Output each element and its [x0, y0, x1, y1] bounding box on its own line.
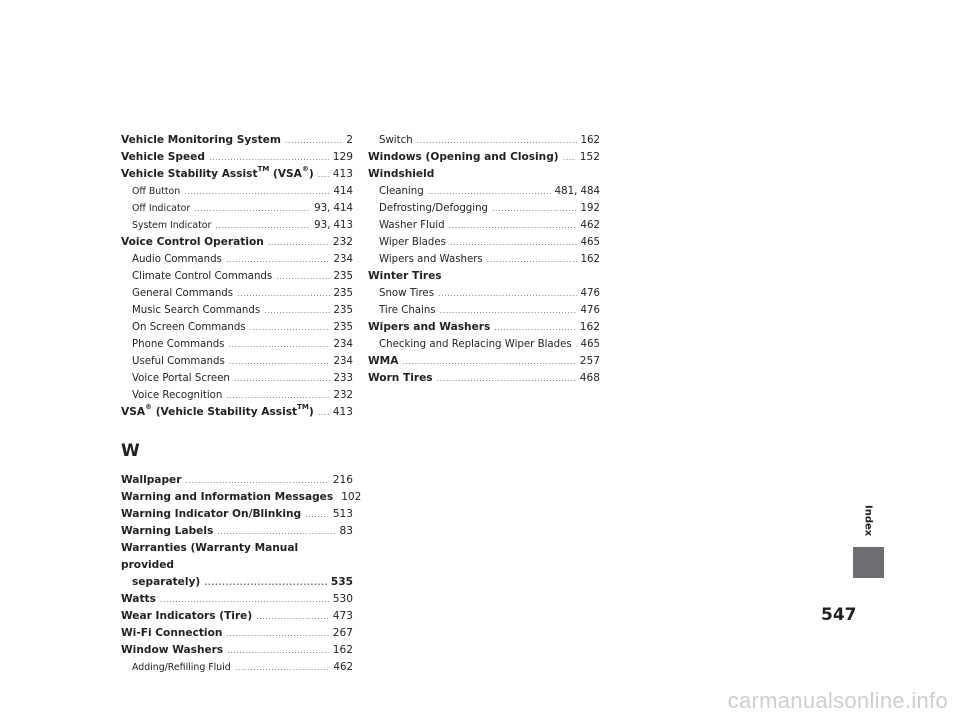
index-entry [121, 506, 353, 523]
index-entry [368, 336, 600, 353]
entry-text: Phone Commands [132, 339, 225, 350]
entry-text: Snow Tires [379, 288, 435, 299]
index-heading-winter-tires: Winter Tires [368, 270, 442, 282]
index-entry [121, 625, 353, 642]
page-ref: 462 [580, 220, 600, 231]
index-entry [368, 149, 600, 166]
page-ref: 413 [332, 406, 353, 418]
leader-dots [228, 336, 329, 353]
entry-text: Climate Control Commands [132, 271, 273, 282]
index-heading-windshield: Windshield [368, 168, 435, 180]
entry-text: Wi-Fi Connection [121, 627, 223, 639]
entry-text: Warning Indicator On/Blinking [121, 508, 302, 520]
index-column-right [368, 132, 600, 387]
leader-dots [237, 285, 329, 302]
leader-dots [217, 523, 335, 540]
entry-text: Wear Indicators (Tire) [121, 610, 253, 622]
leader-dots [285, 132, 342, 149]
leader-dots [494, 319, 575, 336]
leader-dots [440, 302, 577, 319]
page-ref: 413 [332, 168, 353, 180]
page-ref: 129 [332, 151, 353, 163]
entry-text: Vehicle Speed [121, 151, 205, 163]
leader-dots [160, 591, 329, 608]
page-ref: 152 [579, 151, 600, 163]
page-ref: 234 [333, 254, 353, 265]
index-entry [121, 608, 353, 625]
index-group [121, 591, 353, 676]
page-ref: 481, 484 [554, 186, 600, 197]
leader-dots [428, 183, 551, 200]
index-entry [121, 489, 362, 506]
leader-dots [563, 149, 576, 166]
page-ref: 162 [332, 644, 353, 656]
leader-dots [449, 217, 577, 234]
entry-text: On Screen Commands [132, 322, 246, 333]
index-column-left [121, 132, 362, 676]
index-entry [368, 234, 600, 251]
watermark: carmanualsonline.info [727, 688, 948, 713]
page-ref: 233 [333, 373, 353, 384]
page-ref: 465 [580, 237, 600, 248]
index-entry [368, 370, 600, 387]
page-ref: 473 [332, 610, 353, 622]
page-ref: 232 [333, 390, 353, 401]
index-entry [368, 302, 600, 319]
page-ref: 267 [332, 627, 353, 639]
index-entry [121, 268, 353, 285]
page-ref: 216 [332, 474, 353, 486]
index-entry [121, 149, 353, 166]
index-entry [121, 166, 353, 183]
index-group [368, 183, 600, 268]
index-entry [121, 370, 353, 387]
index-entry [121, 387, 353, 404]
leader-dots [268, 234, 329, 251]
leader-dots [487, 251, 577, 268]
leader-dots [450, 234, 577, 251]
index-entry [121, 336, 353, 353]
leader-dots [227, 642, 329, 659]
entry-text: Adding/Refilling Fluid [132, 662, 231, 673]
leader-dots [234, 370, 330, 387]
index-entry [121, 217, 353, 234]
entry-text: Off Button [132, 186, 181, 197]
index-entry [368, 353, 600, 370]
page-ref: 535 [330, 576, 353, 588]
entry-text: Music Search Commands [132, 305, 261, 316]
leader-dots [256, 608, 329, 625]
leader-dots [318, 404, 329, 421]
index-entry [121, 353, 353, 370]
letter-heading: W [121, 441, 140, 461]
entry-text: VSA® (Vehicle Stability Assist™) [121, 403, 314, 418]
index-entry-warranties [121, 540, 353, 591]
entry-text: Washer Fluid [379, 220, 445, 231]
leader-dots [318, 166, 329, 183]
page-ref: 83 [339, 525, 353, 537]
leader-dots [276, 268, 329, 285]
entry-text: Vehicle Stability Assist™ (VSA®) [121, 165, 314, 180]
index-entry [368, 132, 600, 149]
entry-text: Watts [121, 593, 156, 605]
leader-dots [226, 625, 328, 642]
entry-text: Switch [379, 135, 413, 146]
entry-text: Audio Commands [132, 254, 222, 265]
page-ref: 476 [580, 288, 600, 299]
page-ref: 476 [580, 305, 600, 316]
entry-text: Windows (Opening and Closing) [368, 151, 559, 163]
page-ref: 162 [579, 321, 600, 333]
leader-dots [576, 336, 577, 353]
index-entry [121, 472, 353, 489]
page-number: 547 [821, 605, 857, 625]
leader-dots [184, 183, 329, 200]
page-ref: 235 [333, 271, 353, 282]
index-entry [121, 642, 353, 659]
page-ref: 235 [333, 322, 353, 333]
entry-text: Cleaning [379, 186, 424, 197]
page-ref: 2 [346, 134, 353, 146]
index-entry [121, 302, 353, 319]
entry-text: Warning and Information Messages [121, 491, 334, 503]
index-entry [121, 285, 353, 302]
section-tab-marker [853, 547, 884, 578]
page-ref: 232 [332, 236, 353, 248]
leader-dots [402, 353, 575, 370]
leader-dots [226, 387, 329, 404]
leader-dots [185, 472, 328, 489]
index-group [368, 285, 600, 387]
leader-dots [226, 251, 330, 268]
entry-text: Off Indicator [132, 203, 191, 214]
entry-text: Voice Recognition [132, 390, 223, 401]
leader-dots [215, 217, 310, 234]
page-ref: 257 [579, 355, 600, 367]
entry-text: Wallpaper [121, 474, 182, 486]
page-ref: 414 [333, 186, 353, 197]
leader-dots [229, 353, 330, 370]
index-entry [121, 659, 353, 676]
entry-text: General Commands [132, 288, 234, 299]
page-ref: 162 [580, 135, 600, 146]
index-entry [368, 251, 600, 268]
leader-dots [437, 370, 576, 387]
leader-dots [250, 319, 330, 336]
index-entry [121, 234, 353, 251]
entry-text: Checking and Replacing Wiper Blades [379, 339, 572, 350]
leader-dots [209, 149, 329, 166]
leader-dots [305, 506, 329, 523]
leader-dots [417, 132, 577, 149]
page-ref: 235 [333, 305, 353, 316]
entry-text: System Indicator [132, 220, 212, 231]
index-group [368, 132, 600, 166]
leader-dots [492, 200, 577, 217]
page-ref: 102 [341, 491, 362, 503]
entry-text: Vehicle Monitoring System [121, 134, 281, 146]
page-ref: 462 [333, 662, 353, 673]
entry-text: Tire Chains [379, 305, 436, 316]
leader-dots [438, 285, 577, 302]
entry-text: Worn Tires [368, 372, 433, 384]
page-ref: 468 [579, 372, 600, 384]
page-ref: 93, 414 [314, 203, 353, 214]
leader-dots [264, 302, 329, 319]
page-ref: 93, 413 [314, 220, 353, 231]
page-ref: 530 [332, 593, 353, 605]
entry-text: Wipers and Washers [368, 321, 491, 333]
leader-dots [194, 200, 310, 217]
index-entry [121, 591, 353, 608]
entry-text: Window Washers [121, 644, 224, 656]
page-ref: 513 [332, 508, 353, 520]
entry-text: Warranties (Warranty Manual provided [121, 542, 299, 571]
index-entry [121, 132, 353, 149]
index-group [121, 472, 362, 540]
index-entry [121, 200, 353, 217]
leader-dots [235, 659, 330, 676]
index-entry [121, 251, 353, 268]
entry-text: Defrosting/Defogging [379, 203, 489, 214]
index-entry [368, 183, 600, 200]
index-entry [368, 319, 600, 336]
page-ref: 162 [580, 254, 600, 265]
index-entry [368, 200, 600, 217]
entry-text: separately) [132, 576, 201, 588]
index-entry [121, 404, 353, 421]
entry-text: Voice Portal Screen [132, 373, 230, 384]
entry-text: Voice Control Operation [121, 236, 264, 248]
index-entry [121, 319, 353, 336]
index-entry [121, 523, 353, 540]
entry-text: Wiper Blades [379, 237, 446, 248]
entry-text: Useful Commands [132, 356, 225, 367]
page-ref: 192 [580, 203, 600, 214]
page-ref: 235 [333, 288, 353, 299]
section-tab-label: Index [862, 505, 874, 537]
index-entry [368, 217, 600, 234]
index-entry [368, 285, 600, 302]
entry-text: WMA [368, 355, 399, 367]
page-ref: 234 [333, 339, 353, 350]
entry-text: Wipers and Washers [379, 254, 483, 265]
entry-text: Warning Labels [121, 525, 214, 537]
index-entry [121, 183, 353, 200]
page-ref: 234 [333, 356, 353, 367]
index-group [121, 132, 353, 421]
page-ref: 465 [580, 339, 600, 350]
